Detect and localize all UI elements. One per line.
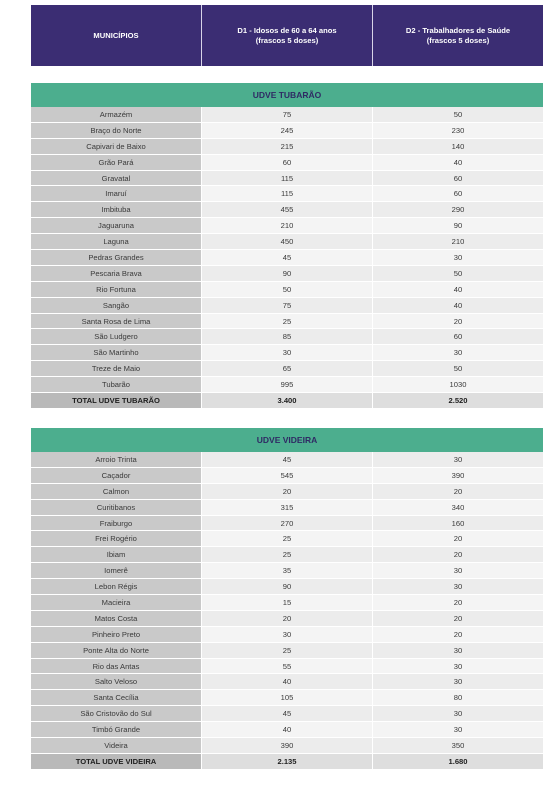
table-row xyxy=(31,155,543,171)
d1-value-cell: 115 xyxy=(201,186,372,201)
municipality-cell: Imbituba xyxy=(31,202,201,217)
d2-value-cell: 30 xyxy=(372,579,543,594)
d2-value-cell: 20 xyxy=(372,531,543,546)
table-row xyxy=(31,531,543,547)
d2-value-cell: 2.520 xyxy=(372,393,543,408)
d1-value-cell: 245 xyxy=(201,123,372,138)
table-row xyxy=(31,547,543,563)
d2-value-cell: 40 xyxy=(372,282,543,297)
d2-value-cell: 40 xyxy=(372,155,543,170)
d1-value-cell: 15 xyxy=(201,595,372,610)
municipality-cell: São Martinho xyxy=(31,345,201,360)
municipality-cell: TOTAL UDVE VIDEIRA xyxy=(31,754,201,769)
table-row xyxy=(31,377,543,393)
table-row xyxy=(31,579,543,595)
table-row xyxy=(31,234,543,250)
d2-value-cell: 20 xyxy=(372,484,543,499)
d1-value-cell: 85 xyxy=(201,329,372,344)
total-row xyxy=(31,754,543,770)
table-row xyxy=(31,722,543,738)
d2-value-cell: 30 xyxy=(372,452,543,467)
d2-value-cell: 50 xyxy=(372,266,543,281)
municipality-cell: Salto Veloso xyxy=(31,674,201,689)
table-row xyxy=(31,706,543,722)
municipality-cell: Rio das Antas xyxy=(31,659,201,674)
d1-value-cell: 20 xyxy=(201,611,372,626)
d1-value-cell: 3.400 xyxy=(201,393,372,408)
municipality-cell: Frei Rogério xyxy=(31,531,201,546)
municipality-cell: São Cristovão do Sul xyxy=(31,706,201,721)
d1-value-cell: 105 xyxy=(201,690,372,705)
table-row xyxy=(31,659,543,675)
municipality-cell: Ponte Alta do Norte xyxy=(31,643,201,658)
d2-value-cell: 50 xyxy=(372,361,543,376)
d1-value-cell: 40 xyxy=(201,674,372,689)
d1-value-cell: 25 xyxy=(201,643,372,658)
d1-value-cell: 25 xyxy=(201,531,372,546)
d1-value-cell: 65 xyxy=(201,361,372,376)
municipality-cell: Jaguaruna xyxy=(31,218,201,233)
vaccine-distribution-table xyxy=(31,5,543,766)
d1-value-cell: 2.135 xyxy=(201,754,372,769)
municipality-cell: Caçador xyxy=(31,468,201,483)
municipality-cell: Grão Pará xyxy=(31,155,201,170)
d2-value-cell: 30 xyxy=(372,722,543,737)
table-row xyxy=(31,123,543,139)
municipality-cell: Arroio Trinta xyxy=(31,452,201,467)
municipality-cell: Videira xyxy=(31,738,201,753)
d2-value-cell: 20 xyxy=(372,595,543,610)
header-d1-line1: D1 - Idosos de 60 a 64 anos xyxy=(237,25,337,35)
d2-value-cell: 60 xyxy=(372,186,543,201)
municipality-cell: Capivari de Baixo xyxy=(31,139,201,154)
municipality-cell: Gravatal xyxy=(31,171,201,186)
table-row xyxy=(31,563,543,579)
d2-value-cell: 50 xyxy=(372,107,543,122)
header-d1-label xyxy=(237,26,336,46)
header-municipios xyxy=(31,5,201,66)
d1-value-cell: 50 xyxy=(201,282,372,297)
section-udve-tubarao xyxy=(31,83,543,409)
d1-value-cell: 45 xyxy=(201,250,372,265)
d1-value-cell: 25 xyxy=(201,314,372,329)
table-row xyxy=(31,484,543,500)
table-row xyxy=(31,627,543,643)
municipality-cell: Braço do Norte xyxy=(31,123,201,138)
d1-value-cell: 45 xyxy=(201,706,372,721)
d1-value-cell: 455 xyxy=(201,202,372,217)
d2-value-cell: 30 xyxy=(372,706,543,721)
table-row xyxy=(31,171,543,187)
d2-value-cell: 90 xyxy=(372,218,543,233)
table-row xyxy=(31,738,543,754)
table-row xyxy=(31,314,543,330)
header-d2-line1: D2 - Trabalhadores de Saúde xyxy=(405,25,511,35)
table-row xyxy=(31,595,543,611)
table-row xyxy=(31,298,543,314)
d2-value-cell: 140 xyxy=(372,139,543,154)
d1-value-cell: 90 xyxy=(201,266,372,281)
d2-value-cell: 350 xyxy=(372,738,543,753)
municipality-cell: Tubarão xyxy=(31,377,201,392)
d1-value-cell: 60 xyxy=(201,155,372,170)
table-row xyxy=(31,500,543,516)
table-row xyxy=(31,282,543,298)
d1-value-cell: 270 xyxy=(201,516,372,531)
d2-value-cell: 60 xyxy=(372,171,543,186)
table-row xyxy=(31,266,543,282)
d1-value-cell: 210 xyxy=(201,218,372,233)
d2-value-cell: 30 xyxy=(372,345,543,360)
d2-value-cell: 20 xyxy=(372,627,543,642)
d2-value-cell: 30 xyxy=(372,563,543,578)
d2-value-cell: 30 xyxy=(372,674,543,689)
municipality-cell: Macieira xyxy=(31,595,201,610)
d2-value-cell: 390 xyxy=(372,468,543,483)
d2-value-cell: 30 xyxy=(372,659,543,674)
d1-value-cell: 30 xyxy=(201,345,372,360)
d1-value-cell: 545 xyxy=(201,468,372,483)
section-udve-videira xyxy=(31,428,543,770)
d1-value-cell: 55 xyxy=(201,659,372,674)
d1-value-cell: 40 xyxy=(201,722,372,737)
header-d1-line2: (frascos 5 doses) xyxy=(255,35,319,45)
table-row xyxy=(31,345,543,361)
d1-value-cell: 995 xyxy=(201,377,372,392)
d2-value-cell: 30 xyxy=(372,250,543,265)
municipality-cell: Timbó Grande xyxy=(31,722,201,737)
table-row xyxy=(31,218,543,234)
table-row xyxy=(31,107,543,123)
municipality-cell: Laguna xyxy=(31,234,201,249)
table-row xyxy=(31,674,543,690)
d1-value-cell: 25 xyxy=(201,547,372,562)
d1-value-cell: 315 xyxy=(201,500,372,515)
d1-value-cell: 75 xyxy=(201,298,372,313)
d1-value-cell: 115 xyxy=(201,171,372,186)
table-header xyxy=(31,5,543,66)
municipality-cell: Ibiam xyxy=(31,547,201,562)
municipality-cell: Rio Fortuna xyxy=(31,282,201,297)
header-municipios-label: MUNICÍPIOS xyxy=(93,30,139,40)
table-row xyxy=(31,329,543,345)
header-d2 xyxy=(372,5,543,66)
municipality-cell: São Ludgero xyxy=(31,329,201,344)
municipality-cell: TOTAL UDVE TUBARÃO xyxy=(31,393,201,408)
d2-value-cell: 60 xyxy=(372,329,543,344)
table-row xyxy=(31,361,543,377)
municipality-cell: Santa Cecília xyxy=(31,690,201,705)
table-row xyxy=(31,643,543,659)
total-row xyxy=(31,393,543,409)
header-d2-line2: (frascos 5 doses) xyxy=(426,35,490,45)
municipality-cell: Lebon Régis xyxy=(31,579,201,594)
municipality-cell: Santa Rosa de Lima xyxy=(31,314,201,329)
municipality-cell: Pedras Grandes xyxy=(31,250,201,265)
table-row xyxy=(31,690,543,706)
d2-value-cell: 20 xyxy=(372,547,543,562)
d2-value-cell: 40 xyxy=(372,298,543,313)
municipality-cell: Pinheiro Preto xyxy=(31,627,201,642)
table-row xyxy=(31,139,543,155)
municipality-cell: Iomerê xyxy=(31,563,201,578)
municipality-cell: Imaruí xyxy=(31,186,201,201)
d2-value-cell: 80 xyxy=(372,690,543,705)
municipality-cell: Calmon xyxy=(31,484,201,499)
d1-value-cell: 450 xyxy=(201,234,372,249)
d2-value-cell: 290 xyxy=(372,202,543,217)
municipality-cell: Curitibanos xyxy=(31,500,201,515)
d1-value-cell: 20 xyxy=(201,484,372,499)
table-row xyxy=(31,250,543,266)
d2-value-cell: 210 xyxy=(372,234,543,249)
d2-value-cell: 20 xyxy=(372,314,543,329)
municipality-cell: Fraiburgo xyxy=(31,516,201,531)
d1-value-cell: 215 xyxy=(201,139,372,154)
municipality-cell: Sangão xyxy=(31,298,201,313)
table-row xyxy=(31,516,543,532)
d1-value-cell: 90 xyxy=(201,579,372,594)
table-row xyxy=(31,186,543,202)
table-row xyxy=(31,202,543,218)
section-title: UDVE VIDEIRA xyxy=(31,428,543,452)
d2-value-cell: 1030 xyxy=(372,377,543,392)
municipality-cell: Armazém xyxy=(31,107,201,122)
header-d1 xyxy=(201,5,372,66)
d1-value-cell: 75 xyxy=(201,107,372,122)
d1-value-cell: 35 xyxy=(201,563,372,578)
table-row xyxy=(31,452,543,468)
header-d2-label xyxy=(406,26,510,46)
municipality-cell: Treze de Maio xyxy=(31,361,201,376)
d2-value-cell: 30 xyxy=(372,643,543,658)
municipality-cell: Pescaria Brava xyxy=(31,266,201,281)
d2-value-cell: 1.680 xyxy=(372,754,543,769)
municipality-cell: Matos Costa xyxy=(31,611,201,626)
d2-value-cell: 160 xyxy=(372,516,543,531)
d1-value-cell: 390 xyxy=(201,738,372,753)
d2-value-cell: 20 xyxy=(372,611,543,626)
table-row xyxy=(31,611,543,627)
table-row xyxy=(31,468,543,484)
d2-value-cell: 340 xyxy=(372,500,543,515)
section-title: UDVE TUBARÃO xyxy=(31,83,543,107)
d1-value-cell: 45 xyxy=(201,452,372,467)
d1-value-cell: 30 xyxy=(201,627,372,642)
d2-value-cell: 230 xyxy=(372,123,543,138)
